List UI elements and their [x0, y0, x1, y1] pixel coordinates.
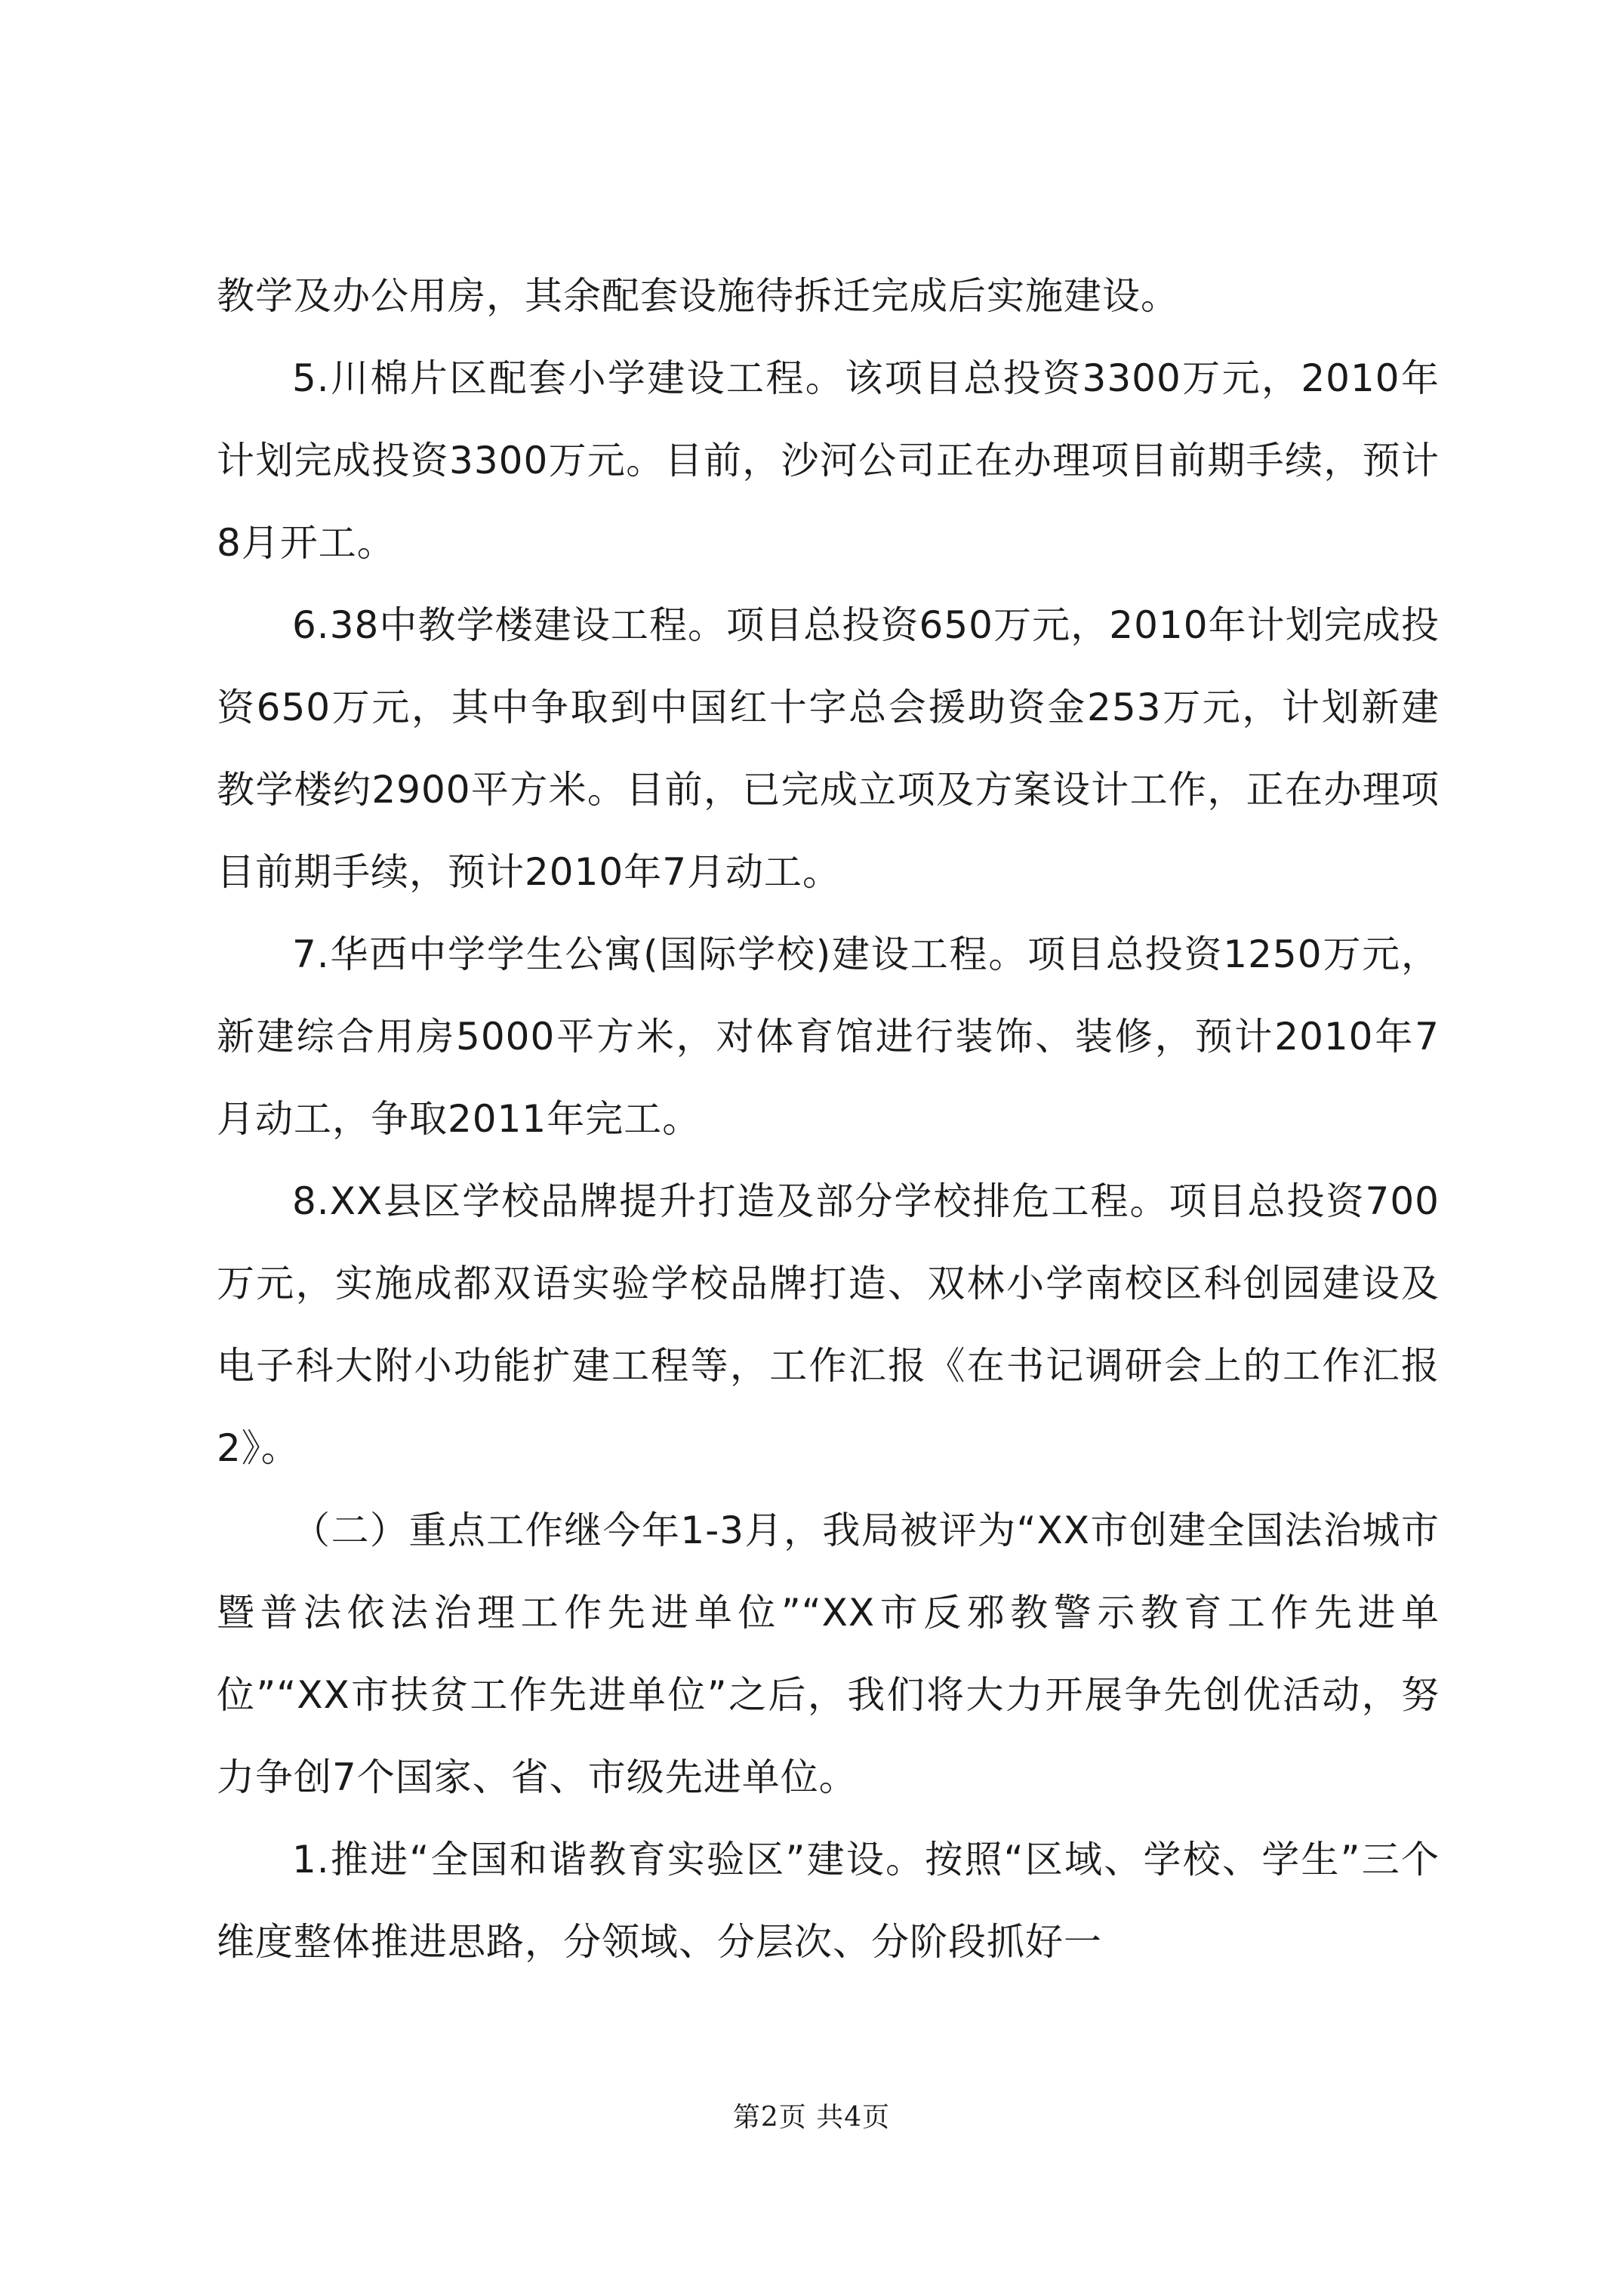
paragraph-item-5: 5.川棉片区配套小学建设工程。该项目总投资3300万元，2010年计划完成投资3300万元。目前，沙河公司正在办理项目前期手续，预计8月开工。: [217, 356, 1440, 565]
paragraph-continuation: 教学及办公用房，其余配套设施待拆迁完成后实施建设。: [217, 274, 1179, 318]
paragraph-item-7: 7.华西中学学生公寓(国际学校)建设工程。项目总投资1250万元，新建综合用房5000平方米，对体育馆进行装饰、装修，预计2010年7月动工，争取2011年完工。: [217, 932, 1440, 1141]
paragraph-item-8: 8.XX县区学校品牌提升打造及部分学校排危工程。项目总投资700万元，实施成都双语实验学校品牌打造、双林小学南校区科创园建设及电子科大附小功能扩建工程等，工作汇报《在书记调研会上的工作汇报2》。: [217, 1179, 1440, 1470]
document-body: [217, 255, 1440, 1983]
paragraph-item-6: 6.38中教学楼建设工程。项目总投资650万元，2010年计划完成投资650万元，其中争取到中国红十字总会援助资金253万元，计划新建教学楼约2900平方米。目前，已完成立项及方案设计工作，正在办理项目前期手续，预计2010年7月动工。: [217, 603, 1440, 894]
paragraph-section-2: （二）重点工作继今年1-3月，我局被评为“XX市创建全国法治城市暨普法依法治理工作先进单位”“XX市反邪教警示教育工作先进单位”“XX市扶贫工作先进单位”之后，我们将大力开展争先创优活动，努力争创7个国家、省、市级先进单位。: [217, 1509, 1440, 1799]
paragraph-item-1: 1.推进“全国和谐教育实验区”建设。按照“区域、学校、学生”三个维度整体推进思路，分领域、分层次、分阶段抓好一: [217, 1838, 1440, 1964]
page-footer: 第2页 共4页: [732, 2102, 891, 2133]
